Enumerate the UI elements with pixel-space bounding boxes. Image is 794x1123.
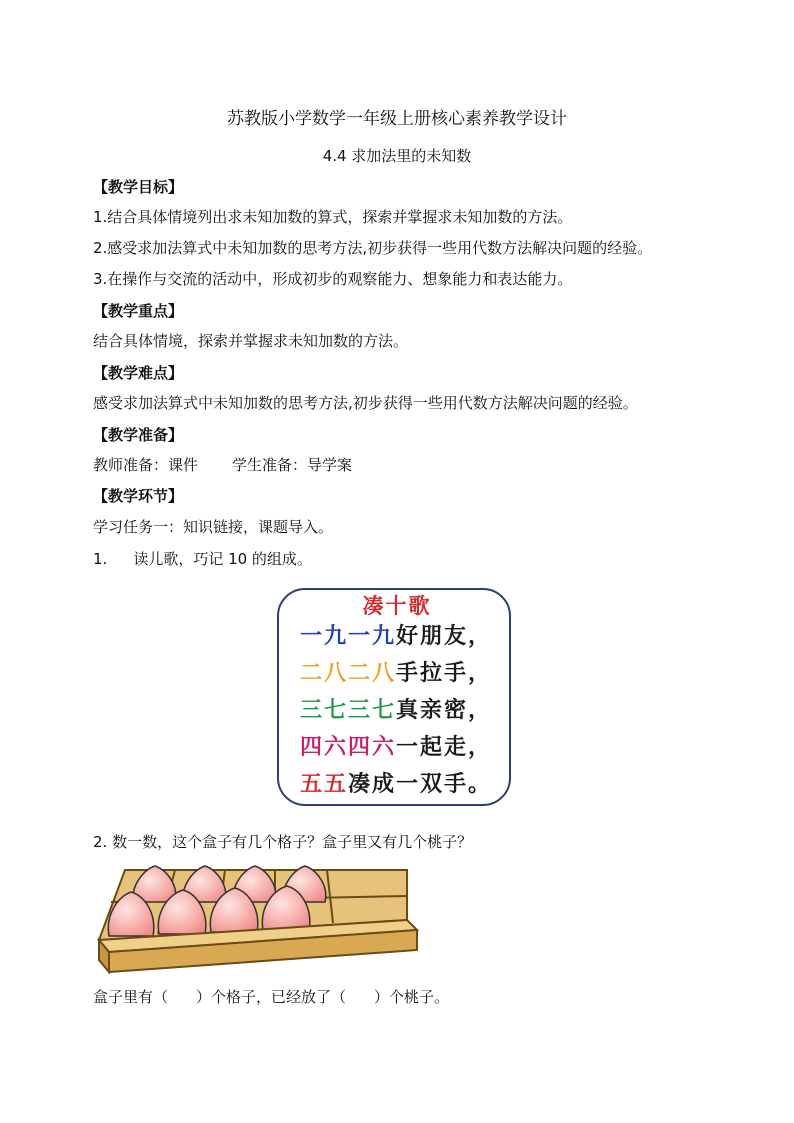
rhyme-line-2 — [300, 659, 492, 687]
fill-in-sentence — [93, 987, 449, 1007]
section-heading-preparation: 【教学准备】 — [93, 426, 184, 444]
step-1 — [93, 549, 312, 569]
rhyme-line-3-rest: 真亲密， — [396, 697, 493, 723]
rhyme-line-2-rest: 手拉手， — [396, 660, 493, 686]
step-2: 2. 数一数，这个盒子有几个格子？盒子里又有几个桃子？ — [93, 833, 473, 851]
document-title: 苏教版小学数学一年级上册核心素养教学设计 — [227, 109, 567, 129]
rhyme-line-1-lead: 一九一九 — [300, 623, 397, 649]
section-heading-difficult-points: 【教学难点】 — [93, 364, 184, 382]
fill-text-part-1: 盒子里有（ — [93, 988, 169, 1006]
rhyme-line-5-lead: 五五 — [300, 771, 349, 797]
rhyme-title: 凑十歌 — [362, 593, 432, 618]
goal-item-1: 1.结合具体情境列出求未知加数的算式，探索并掌握求未知加数的方法。 — [93, 208, 573, 226]
difficult-points-text: 感受求加法算式中未知加数的思考方法,初步获得一些用代数方法解决问题的经验。 — [93, 394, 638, 412]
lesson-title: 4.4 求加法里的未知数 — [322, 147, 472, 165]
goal-item-3: 3.在操作与交流的活动中，形成初步的观察能力、想象能力和表达能力。 — [93, 270, 573, 288]
goal-item-2: 2.感受求加法算式中未知加数的思考方法,初步获得一些用代数方法解决问题的经验。 — [93, 239, 653, 257]
rhyme-line-4 — [300, 733, 492, 761]
teacher-preparation: 教师准备：课件 — [93, 456, 199, 474]
fill-text-part-2: ）个格子，已经放了（ — [196, 988, 347, 1006]
section-heading-key-points: 【教学重点】 — [93, 302, 184, 320]
rhyme-line-1 — [300, 622, 492, 650]
learning-task-1: 学习任务一：知识链接，课题导入。 — [93, 518, 334, 536]
step-1-number: 1. — [93, 550, 108, 568]
rhyme-line-3 — [300, 696, 492, 724]
key-points-text: 结合具体情境，探索并掌握求未知加数的方法。 — [93, 332, 409, 350]
rhyme-line-4-lead: 四六四六 — [300, 734, 397, 760]
preparation-text — [93, 455, 352, 475]
student-preparation: 学生准备：导学案 — [232, 456, 353, 474]
section-heading-goals: 【教学目标】 — [93, 178, 184, 196]
rhyme-line-5 — [300, 770, 492, 798]
rhyme-line-5-rest: 凑成一双手。 — [348, 771, 493, 797]
rhyme-line-2-lead: 二八二八 — [300, 660, 397, 686]
rhyme-line-4-rest: 一起走， — [396, 734, 493, 760]
fill-text-part-3: ）个桃子。 — [374, 988, 450, 1006]
peach-box-illustration — [95, 856, 420, 974]
rhyme-line-1-rest: 好朋友， — [396, 623, 493, 649]
rhyme-line-3-lead: 三七三七 — [300, 697, 397, 723]
section-heading-teaching-steps: 【教学环节】 — [93, 487, 184, 505]
step-1-text: 读儿歌，巧记 10 的组成。 — [133, 550, 312, 568]
